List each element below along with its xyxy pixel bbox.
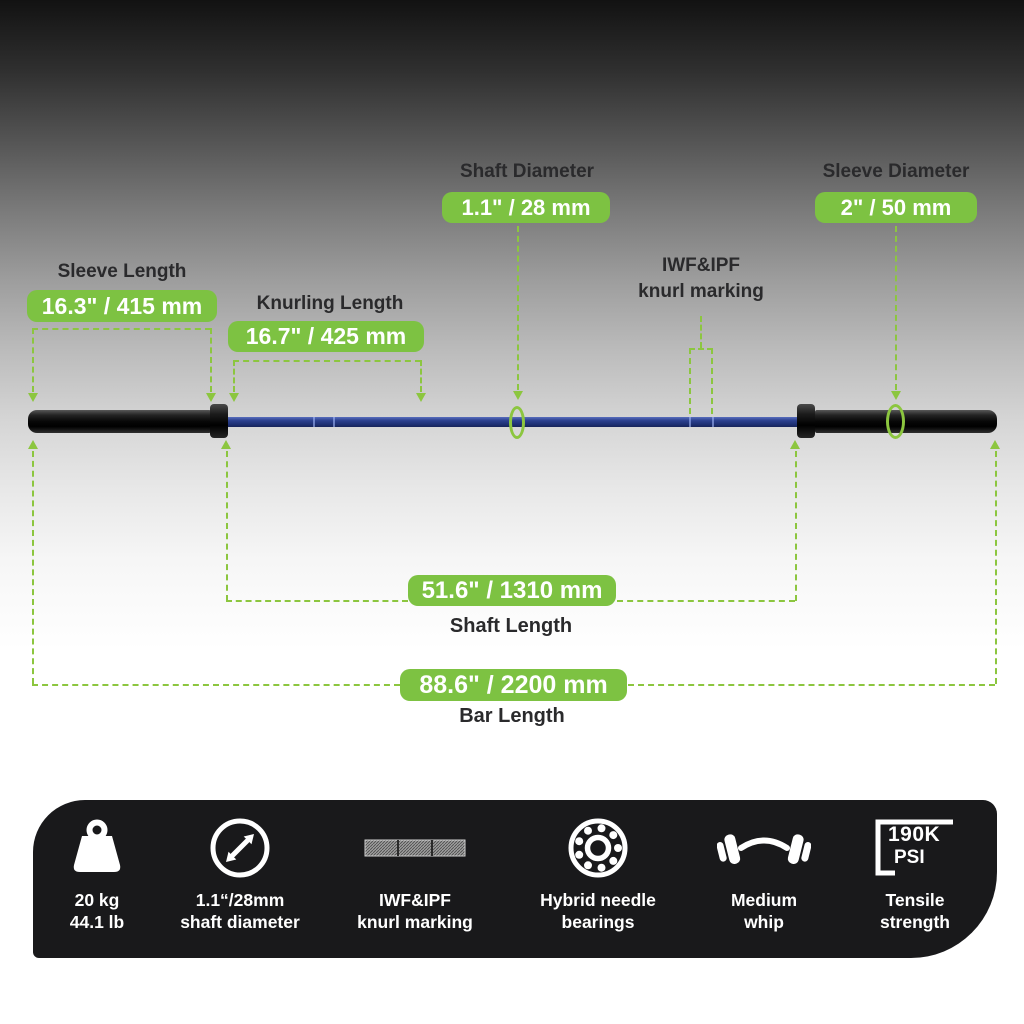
knurl-ring-mark [313,417,315,427]
barbell-left-collar [210,404,228,438]
dimension-line [795,451,797,601]
arrow-down-icon [206,393,216,402]
arrow-down-icon [28,393,38,402]
dimension-line [617,600,795,602]
spec-weight-lb: 44.1 lb [69,912,125,932]
sleeve-length-badge: 16.3" / 415 mm [27,290,217,322]
dimension-line [689,348,691,414]
barbell-right-sleeve [815,410,997,433]
shaft-diameter-badge: 1.1" / 28 mm [442,192,610,223]
dimension-line [32,328,34,392]
knurl-ring-mark [689,417,691,427]
bar-length-label: Bar Length [459,705,565,727]
spec-bearings-line1: Hybrid needle [540,890,656,910]
dimension-line [233,360,235,392]
spec-whip-line2: whip [744,912,784,932]
weight-icon [70,812,124,884]
arrow-up-icon [221,440,231,449]
whip-icon [717,812,811,884]
dimension-line [517,226,519,390]
tensile-icon [873,812,957,884]
knurl-ring-mark [333,417,335,427]
dimension-line [628,684,995,686]
barbell-right-collar [797,404,815,438]
arrow-down-icon [513,391,523,400]
spec-item-bearings [518,800,678,958]
bearing-icon [567,812,629,884]
knurling-length-label: Knurling Length [256,293,404,314]
arrow-up-icon [990,440,1000,449]
dimension-line [895,226,897,390]
spec-shaft-diameter-value: 1.1“/28mm [195,890,285,910]
dimension-line [226,451,228,601]
spec-item-tensile [835,800,995,958]
spec-knurl-line1: IWF&IPF [379,890,451,910]
spec-item-weight [17,800,177,958]
sleeve-length-label: Sleeve Length [57,261,187,282]
shaft-length-label: Shaft Length [449,615,573,637]
dimension-line [689,348,713,350]
spec-item-shaft-diameter [160,800,320,958]
knurling-length-badge: 16.7" / 425 mm [228,321,424,352]
sleeve-diameter-badge: 2" / 50 mm [815,192,977,223]
spec-panel [33,800,997,958]
tensile-psi-unit: PSI [894,847,925,868]
bar-length-badge: 88.6" / 2200 mm [400,669,627,701]
arrow-down-icon [416,393,426,402]
barbell-left-sleeve [28,410,211,433]
dimension-line [32,451,34,684]
tensile-psi-value: 190K [888,823,941,846]
knurl-marking-label-line2: knurl marking [638,281,764,302]
sleeve-diameter-marker-icon [886,404,905,439]
shaft-length-badge: 51.6" / 1310 mm [408,575,616,606]
arrow-down-icon [229,393,239,402]
dimension-line [700,316,702,348]
spec-tensile-line2: strength [880,912,950,932]
shaft-diameter-marker-icon [509,406,525,439]
spec-knurl-line2: knurl marking [357,912,473,932]
dimension-line [32,684,400,686]
sleeve-diameter-label: Sleeve Diameter [822,161,970,182]
dimension-line [233,360,421,362]
spec-whip-line1: Medium [730,890,798,910]
spec-item-knurl-marking [335,800,495,958]
arrow-down-icon [891,391,901,400]
dimension-line [995,451,997,684]
shaft-diameter-label: Shaft Diameter [459,161,595,182]
arrow-up-icon [28,440,38,449]
dimension-line [210,328,212,392]
dimension-line [420,360,422,392]
knurl-marking-label [638,253,764,305]
dimension-line [32,328,211,330]
dimension-line [711,348,713,414]
spec-tensile-line1: Tensile [885,890,945,910]
dimension-line [226,600,408,602]
spec-bearings-line2: bearings [561,912,635,932]
shaft-diameter-icon [209,812,271,884]
spec-weight-kg: 20 kg [74,890,120,910]
knurl-ring-mark [712,417,714,427]
knurl-marking-label-line1: IWF&IPF [661,255,741,276]
knurl-marking-icon [364,812,466,884]
spec-item-whip [684,800,844,958]
arrow-up-icon [790,440,800,449]
spec-shaft-diameter-caption: shaft diameter [180,912,300,932]
